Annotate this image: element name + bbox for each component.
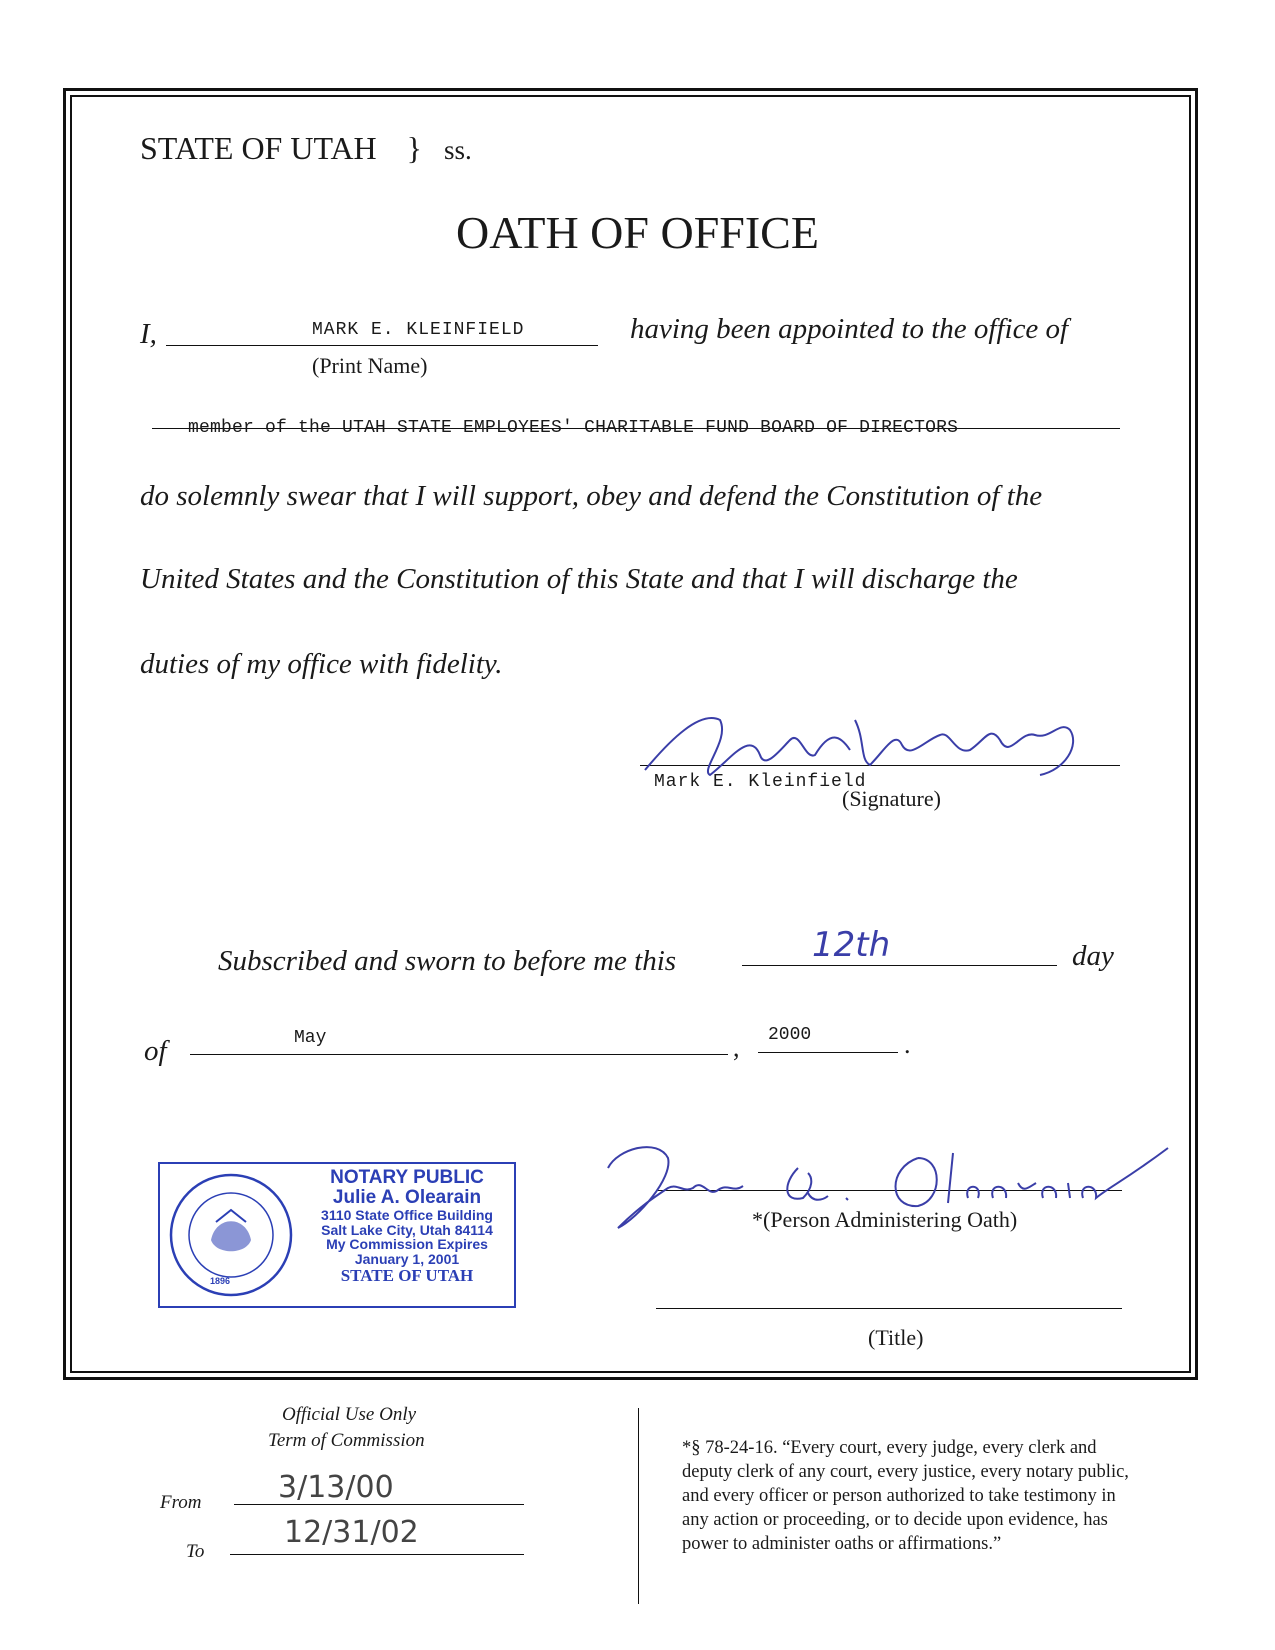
title-caption: (Title) (868, 1325, 924, 1350)
oath-line-3: duties of my office with fidelity. (140, 648, 503, 680)
stamp-line-4: Salt Lake City, Utah 84114 (321, 1221, 493, 1238)
sworn-text: Subscribed and sworn to before me this (218, 945, 677, 977)
day-label: day (1072, 940, 1114, 972)
footnote-line-3: and every officer or person authorized to take testimony in (682, 1486, 1116, 1506)
stamp-line-6: January 1, 2001 (354, 1250, 460, 1267)
state-seal-icon (166, 1170, 296, 1300)
month-comma: , (733, 1033, 740, 1062)
notary-stamp (158, 1162, 516, 1308)
footer-divider (638, 1408, 639, 1604)
brace: } (406, 130, 423, 166)
stamp-line-2: Julie A. Olearain (332, 1186, 482, 1208)
print-name-line (166, 345, 598, 346)
print-name-caption: (Print Name) (312, 353, 428, 378)
stamp-line-3: 3110 State Office Building (321, 1206, 493, 1223)
page-title: OATH OF OFFICE (456, 207, 819, 258)
seal-year: 1896 (210, 1276, 231, 1286)
stamp-text (300, 1168, 514, 1284)
office-value: member of the UTAH STATE EMPLOYEES' CHARITABLE FUND BOARD OF DIRECTORS (188, 418, 959, 438)
footnote-line-5: power to administer oaths or affirmations.” (682, 1534, 1002, 1554)
to-line (230, 1554, 524, 1555)
signature-caption: (Signature) (842, 786, 941, 811)
state-heading (140, 130, 472, 167)
year-period: . (904, 1030, 911, 1059)
to-value: 12/31/02 (284, 1515, 419, 1550)
state-label: STATE OF UTAH (140, 130, 377, 166)
footnote-line-2: deputy clerk of any court, every justice, every notary public, (682, 1462, 1129, 1482)
to-label: To (186, 1541, 205, 1562)
day-line (742, 965, 1057, 966)
day-value: 12th (812, 925, 891, 965)
administrator-caption: *(Person Administering Oath) (752, 1207, 1018, 1232)
oath-line-2: United States and the Constitution of this State and that I will discharge the (140, 563, 1018, 595)
from-label: From (160, 1492, 202, 1513)
footnote (682, 1436, 1129, 1556)
stamp-line-1: NOTARY PUBLIC (330, 1167, 484, 1188)
term-heading: Term of Commission (268, 1430, 425, 1451)
stamp-line-5: My Commission Expires (326, 1236, 488, 1253)
official-use-heading: Official Use Only (282, 1404, 417, 1425)
typed-signer-name: Mark E. Kleinfield (654, 772, 867, 792)
year-value: 2000 (768, 1025, 812, 1045)
title-line (656, 1308, 1122, 1309)
footnote-line-4: any action or proceeding, or to decide upon evidence, has (682, 1510, 1108, 1530)
oath-line-1: do solemnly swear that I will support, obey and defend the Constitution of the (140, 480, 1043, 512)
of-label: of (144, 1035, 167, 1067)
month-value: May (294, 1028, 327, 1048)
having-appointed-text: having been appointed to the office of (630, 313, 1069, 345)
stamp-line-7: STATE OF UTAH (340, 1265, 474, 1285)
month-line (190, 1054, 728, 1055)
year-line (758, 1052, 898, 1053)
footnote-line-1: *§ 78-24-16. “Every court, every judge, every clerk and (682, 1438, 1097, 1458)
print-name-value: MARK E. KLEINFIELD (312, 320, 525, 340)
handwritten-signature (640, 700, 1100, 780)
i-label: I, (140, 318, 157, 350)
from-value: 3/13/00 (278, 1470, 394, 1505)
ss-label: ss. (444, 135, 472, 165)
